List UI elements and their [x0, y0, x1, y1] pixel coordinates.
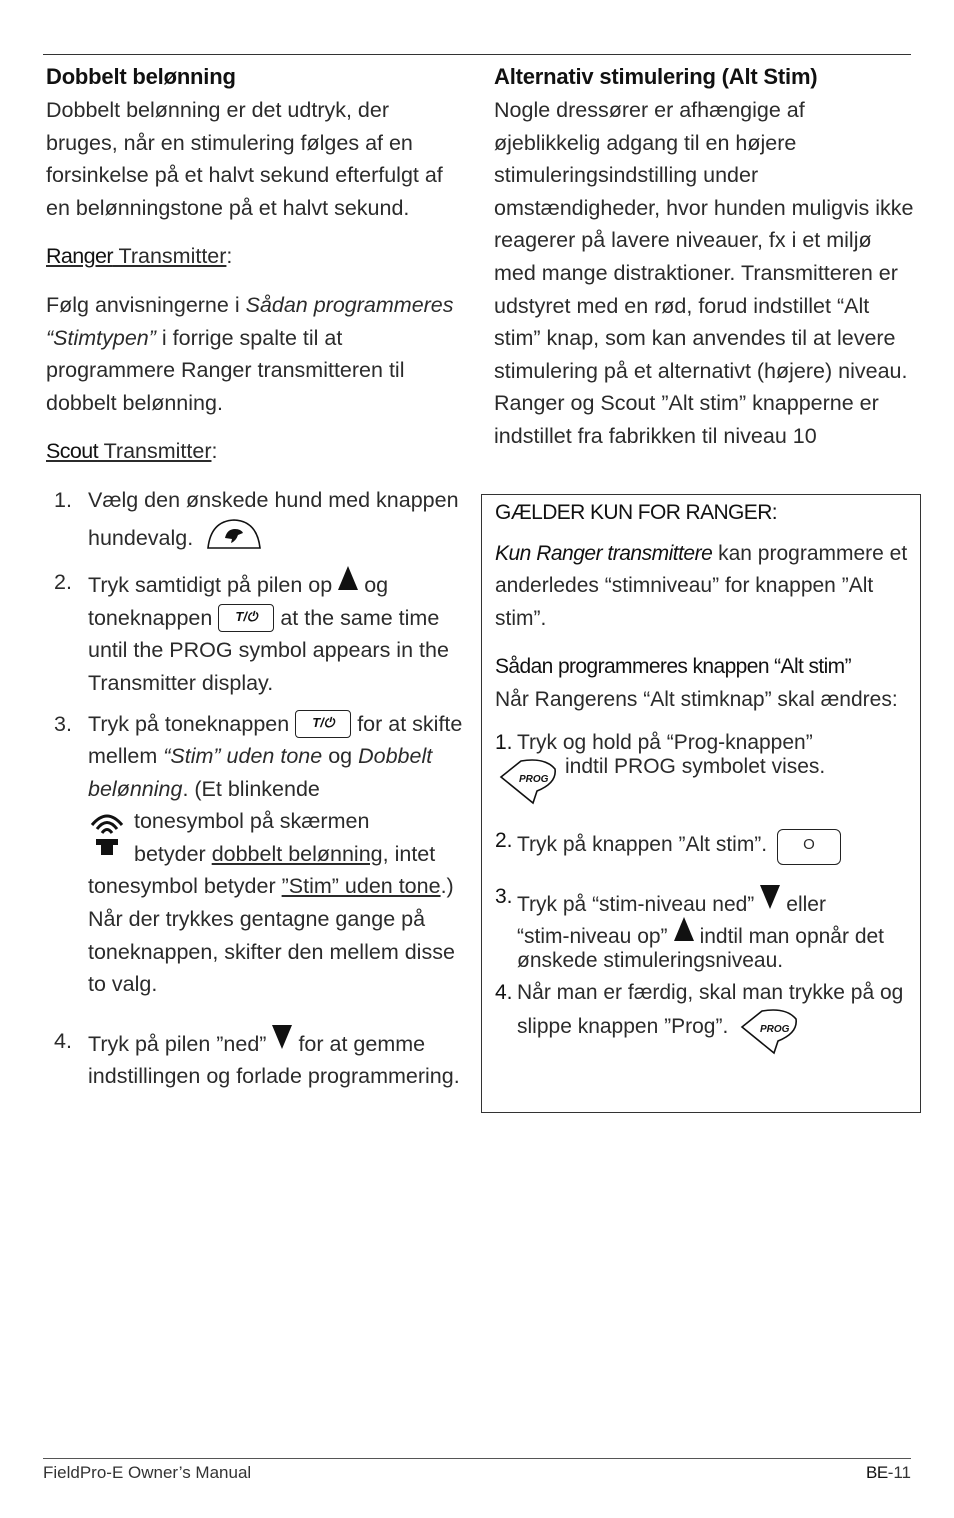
ranger-only-box	[481, 494, 921, 1113]
list-item: 2. Tryk samtidigt på pilen op og toneknappen T/⏻ at the same time until the PROG symbol appears in the Transmitter display.	[46, 566, 464, 699]
svg-text:PROG: PROG	[760, 1023, 790, 1035]
bottom-rule	[43, 1458, 911, 1459]
arrow-down-icon	[272, 1025, 292, 1049]
scout-transmitter-label: Scout Transmitter:	[46, 439, 218, 464]
alt-stim-paragraph: Nogle dressører er afhængige af øjeblikkelig adgang til en højere stimuleringsindstilling under omstændigheder, hvor hunden muligvis ikke reagerer på lavere niveauer, fx i et miljø med mange distraktioner. Transmitteren er udstyret med en rød, forud indstillet “Alt stim” knap, som kan anvendes til at levere stimulering på et alternativt (højere) niveau. Ranger og Scout ”Alt stim” knapperne er indstillet fra fabrikken til niveau 10	[494, 98, 914, 448]
ranger-brand: Ranger	[46, 244, 113, 269]
ranger-transmitter-label: Ranger Transmitter:	[46, 244, 233, 269]
prog-button-icon	[497, 755, 559, 805]
box-subtext: Når Rangerens “Alt stimknap” skal ændres:	[495, 687, 898, 711]
footer-page-number: BE-11	[866, 1463, 911, 1482]
list-item: 4. Når man er færdig, skal man trykke på og slippe knappen ”Prog”. PROG	[495, 981, 915, 1055]
tone-symbol-icon	[88, 809, 126, 859]
alt-stim-button-icon: O	[777, 829, 841, 865]
left-column	[46, 60, 464, 1093]
list-item: 1. Tryk og hold på “Prog-knappen” PROG indtil PROG symbolet vises.	[495, 731, 915, 809]
footer-manual-title: FieldPro-E Owner’s Manual	[43, 1463, 252, 1482]
scout-brand: Scout	[46, 439, 98, 464]
list-item: 3. Tryk på toneknappen T/⏻ for at skifte mellem “Stim” uden tone og Dobbelt belønning. (Et blinkende tonesymbol på skærmen betyder dobbelt belønning, intet tonesymbol betyder ”Stim” uden tone.) Når der trykkes gentagne gange på toneknappen, skifter den mellem disse to valg.	[54, 711, 463, 997]
box-intro: Kun Ranger transmittere kan programmere et anderledes “stimniveau” for knappen ”Alt stim”.	[495, 541, 908, 630]
prog-button-icon	[738, 1005, 800, 1055]
ranger-instructions: Følg anvisningerne i Sådan programmeres “Stimtypen” i forrige spalte til at programmere Ranger transmitteren til dobbelt belønning.	[46, 292, 454, 415]
right-column	[494, 60, 914, 453]
dog-select-button-icon	[205, 517, 263, 551]
arrow-up-icon	[674, 917, 694, 941]
double-reward-intro: Dobbelt belønning er det udtryk, der bruges, når en stimulering følges af en forsinkelse på et halvt sekund efterfulgt af en belønningstone på et halvt sekund.	[46, 98, 443, 220]
arrow-up-icon	[338, 566, 358, 590]
svg-text:PROG: PROG	[519, 773, 549, 785]
heading-alt-stim: Alternativ stimulering (Alt Stim)	[494, 64, 818, 89]
box-subheading: Sådan programmeres knappen “Alt stim”	[495, 655, 851, 679]
heading-double-reward: Dobbelt belønning	[46, 64, 236, 89]
tone-button-icon: T/⏻	[295, 710, 351, 738]
list-item: 2. Tryk på knappen ”Alt stim”. O	[495, 829, 915, 865]
scout-steps	[46, 484, 464, 1093]
top-rule	[43, 54, 911, 55]
arrow-down-icon	[760, 885, 780, 909]
list-item: 4. Tryk på pilen ”ned” for at gemme indstillingen og forlade programmering.	[46, 1025, 464, 1093]
tone-button-icon: T/⏻	[218, 604, 274, 632]
list-item: 1. Vælg den ønskede hund med knappen hundevalg.	[54, 487, 459, 550]
list-item: 3. Tryk på “stim-niveau ned” eller “stim-niveau op” indtil man opnår det ønskede stimuleringsniveau.	[495, 884, 885, 972]
box-title: GÆLDER KUN FOR RANGER:	[495, 501, 777, 524]
